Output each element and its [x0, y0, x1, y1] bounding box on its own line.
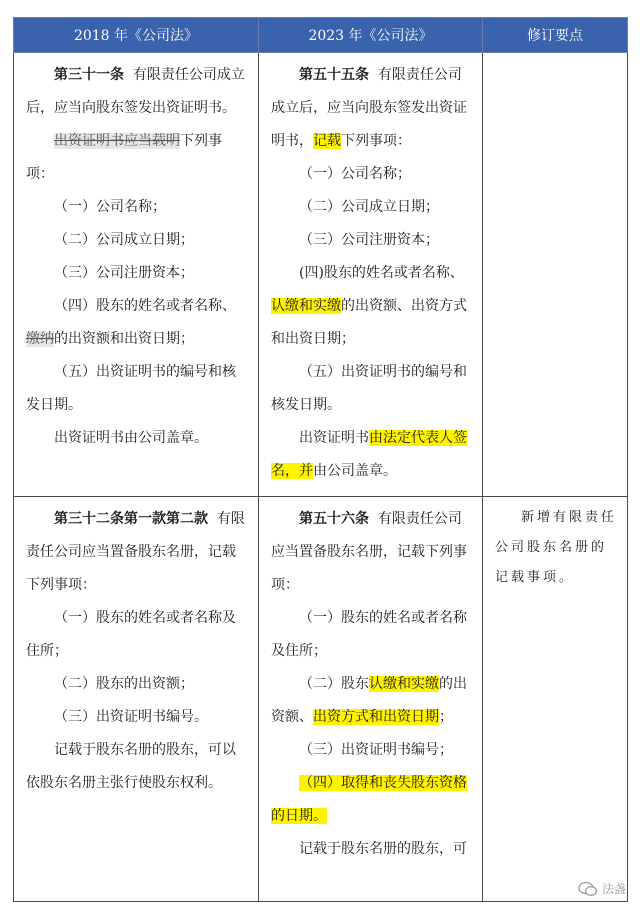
header-row — [14, 18, 628, 53]
highlighted-text: 由法定代表人签名，并 — [271, 430, 467, 479]
header-notes: 修订要点 — [483, 18, 628, 53]
article-title: 第五十五条 — [299, 67, 369, 83]
header-2023: 2023 年《公司法》 — [259, 18, 483, 53]
article-title: 第三十一条 — [54, 67, 124, 83]
list-item: （一）股东的姓名或者名称及住所； — [26, 610, 236, 659]
list-item: （三）出资证明书编号。 — [54, 709, 208, 725]
list-item: （三）出资证明书编号； — [299, 742, 453, 758]
cell-notes-1 — [483, 53, 628, 497]
paragraph-text: 记载于股东名册的股东，可 — [299, 841, 467, 857]
highlighted-text: （四）取得和丧失股东资格的日期。 — [271, 775, 467, 824]
list-item: （五）出资证明书的编号和核发日期。 — [271, 364, 467, 413]
note-text: 新增有限责任公司股东名册的记载事项。 — [495, 510, 618, 585]
cell-2018-art32: 第三十二条第一款第二款 有限责任公司应当置备股东名册，记载下列事项： （一）股东的姓名或者名称及住所； （二）股东的出资额； （三）出资证明书编号。 记载于股东名册的股东，可以依股东名册主张行使股东权利。 — [14, 497, 259, 902]
paragraph-text: 记载于股东名册的股东，可以依股东名册主张行使股东权利。 — [26, 742, 236, 791]
deleted-text: 出资证明书应当载明 — [54, 133, 180, 149]
paragraph-text: 出资证明书由公司盖章。 — [54, 430, 208, 446]
table-row — [14, 53, 628, 497]
list-item: （三）公司注册资本； — [54, 265, 194, 281]
list-item: （二）股东的出资额； — [54, 676, 194, 692]
list-item: (四)股东的姓名或者名称、认缴和实缴的出资额、出资方式和出资日期； — [271, 265, 467, 347]
list-item: （五）出资证明书的编号和核发日期。 — [26, 364, 236, 413]
paragraph-text: 有限责任公司成立后，应当向股东签发出资证明书。 — [26, 67, 245, 116]
deleted-text: 缴纳 — [26, 331, 54, 347]
cell-2023-art55: 第五十五条 有限责任公司成立后，应当向股东签发出资证明书，记载下列事项： （一）公司名称； （二）公司成立日期； （三）公司注册资本； (四)股东的姓名或者名称、认缴和实缴的出资额、出资方式和出资日期； （五）出资证明书的编号和核发日期。 出资证明书由法定代表人签名，并由公司盖章。 — [259, 53, 483, 497]
highlighted-text: 认缴和实缴 — [369, 676, 439, 692]
list-item: （三）公司注册资本； — [299, 232, 439, 248]
paragraph-text: 出资证明书由法定代表人签名，并由公司盖章。 — [271, 430, 467, 479]
highlighted-text: 认缴和实缴 — [271, 298, 341, 314]
watermark — [578, 880, 626, 897]
table-row — [14, 497, 628, 902]
highlighted-text: 出资方式和出资日期 — [313, 709, 439, 725]
list-item: （二）公司成立日期； — [54, 232, 194, 248]
watermark-text: 法盏 — [601, 882, 626, 896]
paragraph-text: 下列事项： — [26, 133, 222, 182]
article-title: 第五十六条 — [299, 511, 369, 527]
article-title: 第三十二条第一款第二款 — [54, 511, 208, 527]
wechat-icon — [578, 881, 598, 897]
comparison-table — [13, 17, 628, 902]
cell-2018-art31 — [14, 53, 259, 497]
list-item: （二）公司成立日期； — [299, 199, 439, 215]
list-item: （一）股东的姓名或者名称及住所； — [271, 610, 467, 659]
header-2018: 2018 年《公司法》 — [14, 18, 259, 53]
cell-2023-art56: 第五十六条 有限责任公司应当置备股东名册，记载下列事项： （一）股东的姓名或者名称及住所； （二）股东认缴和实缴的出资额、出资方式和出资日期； （三）出资证明书编号； （四）取得和丧失股东资格的日期。 记载于股东名册的股东，可 — [259, 497, 483, 902]
list-item: （二）股东认缴和实缴的出资额、出资方式和出资日期； — [271, 676, 467, 725]
list-item: （一）公司名称； — [54, 199, 166, 215]
list-item — [271, 767, 472, 833]
list-item: （四）股东的姓名或者名称、缴纳的出资额和出资日期； — [26, 298, 236, 347]
highlighted-text: 记载 — [313, 133, 341, 149]
cell-notes-2 — [483, 497, 628, 902]
list-item: （一）公司名称； — [299, 166, 411, 182]
